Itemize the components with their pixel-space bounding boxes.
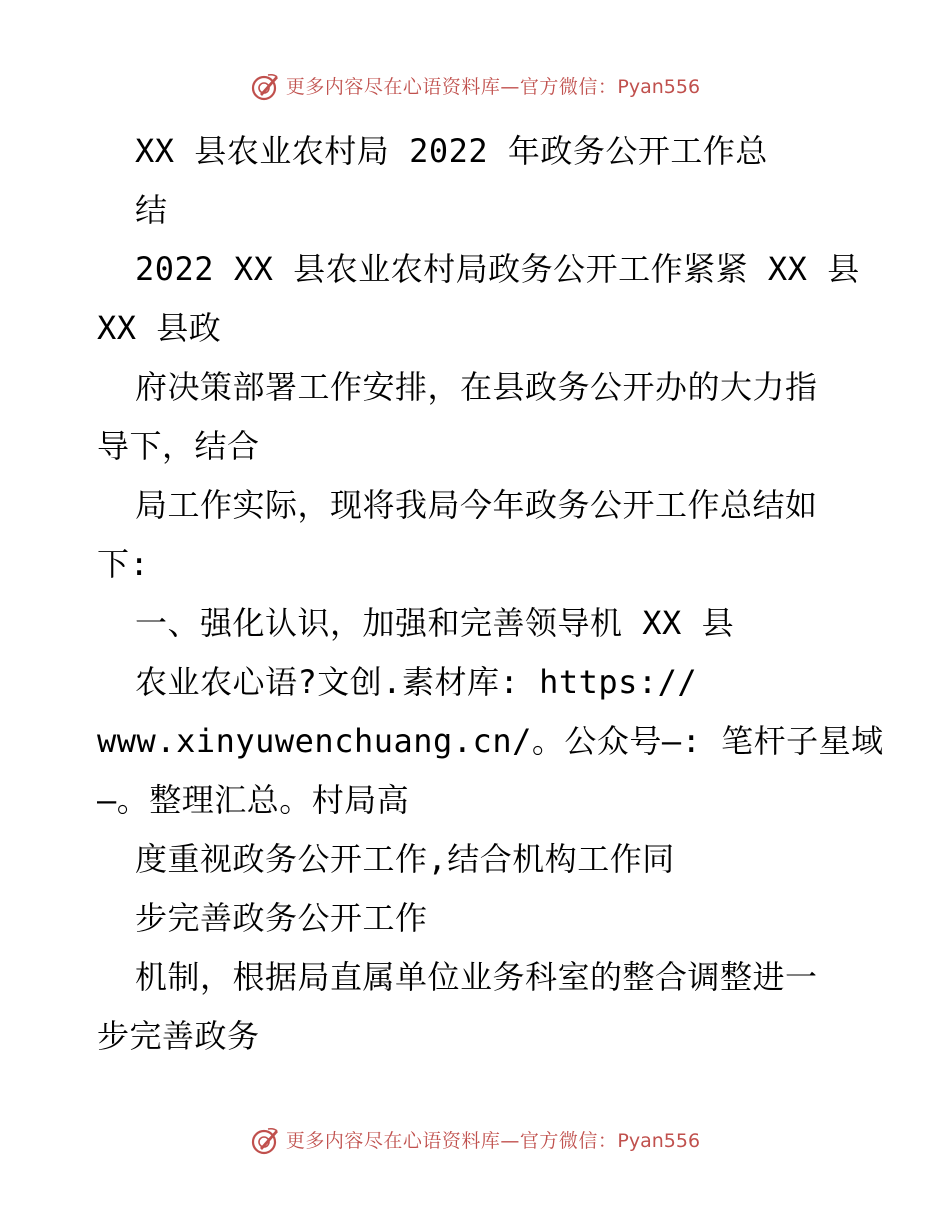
doc-title-line-1: XX 县农业农村局 2022 年政务公开工作总	[135, 132, 768, 170]
doc-line: 农业农心语?文创.素材库: https://	[135, 663, 698, 701]
quill-logo-icon	[250, 1126, 280, 1156]
doc-line: 2022 XX 县农业农村局政务公开工作紧紧 XX 县	[135, 250, 860, 288]
header-watermark	[0, 72, 950, 102]
doc-line: —。整理汇总。村局高	[97, 781, 410, 819]
watermark-text: 更多内容尽在心语资料库—官方微信：	[285, 76, 618, 98]
doc-line: 步完善政务	[97, 1017, 260, 1055]
doc-line: 度重视政务公开工作,结合机构工作同	[135, 840, 675, 878]
doc-line: 下:	[97, 545, 150, 583]
footer-watermark	[0, 1126, 950, 1156]
doc-line: www.xinyuwenchuang.cn/。公众号—: 笔杆子星域	[97, 722, 884, 760]
doc-title-line-2: 结	[135, 191, 168, 229]
doc-line: 步完善政务公开工作	[135, 899, 428, 937]
watermark-handle: Pyan556	[617, 1130, 701, 1152]
doc-line: 机制，根据局直属单位业务科室的整合调整进一	[135, 958, 818, 996]
doc-line: 导下，结合	[97, 427, 260, 465]
doc-line: 府决策部署工作安排，在县政务公开办的大力指	[135, 368, 818, 406]
quill-logo-icon	[250, 72, 280, 102]
watermark-handle: Pyan556	[617, 76, 701, 98]
document-body	[97, 122, 884, 1066]
watermark-text: 更多内容尽在心语资料库—官方微信：	[285, 1130, 618, 1152]
doc-line: XX 县政	[97, 309, 222, 347]
doc-section-heading: 一、强化认识，加强和完善领导机 XX 县	[135, 604, 735, 642]
doc-line: 局工作实际，现将我局今年政务公开工作总结如	[135, 486, 818, 524]
